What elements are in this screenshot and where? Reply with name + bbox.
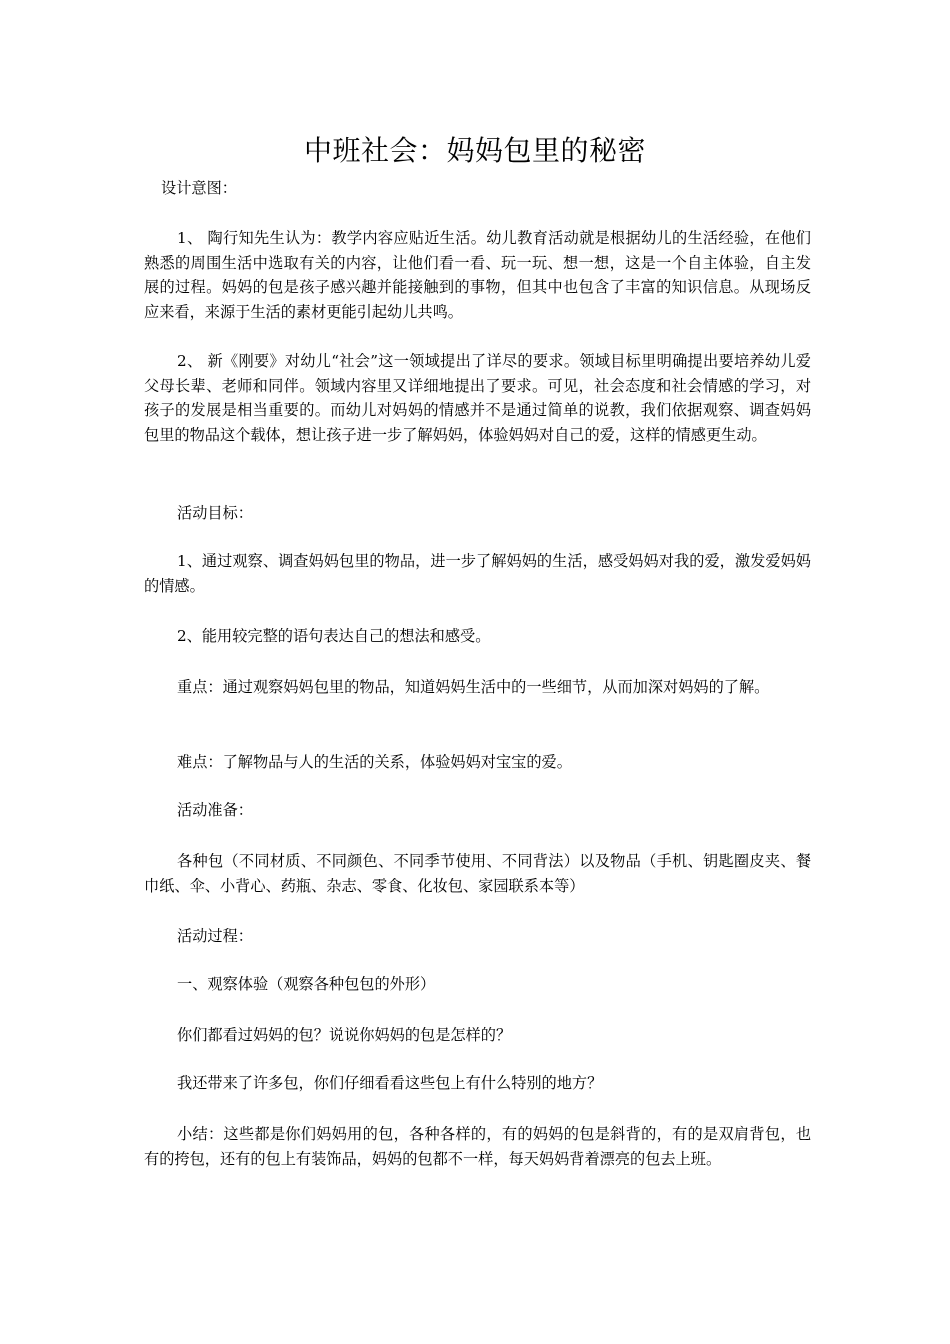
- paragraph-goal-1: 1、通过观察、调查妈妈包里的物品，进一步了解妈妈的生活，感受妈妈对我的爱，激发爱妈妈的情感。: [144, 552, 811, 595]
- section-heading-design-intent: 设计意图：: [161, 179, 237, 197]
- paragraph-difficulty: 难点：了解物品与人的生活的关系，体验妈妈对宝宝的爱。: [177, 753, 572, 771]
- paragraph-question-2: 我还带来了许多包，你们仔细看看这些包上有什么特别的地方？: [177, 1074, 603, 1092]
- paragraph-goal-2: 2、能用较完整的语句表达自己的想法和感受。: [177, 627, 491, 645]
- paragraph-question-1: 你们都看过妈妈的包？说说你妈妈的包是怎样的？: [177, 1026, 512, 1044]
- paragraph-key-point: 重点：通过观察妈妈包里的物品，知道妈妈生活中的一些细节，从而加深对妈妈的了解。: [177, 678, 770, 696]
- paragraph-summary: 小结：这些都是你们妈妈用的包，各种各样的，有的妈妈的包是斜背的，有的是双肩背包，也有的挎包，还有的包上有装饰品，妈妈的包都不一样，每天妈妈背着漂亮的包去上班。: [144, 1125, 811, 1168]
- section-heading-process: 活动过程：: [177, 927, 253, 945]
- document-title: 中班社会：妈妈包里的秘密: [303, 134, 646, 167]
- paragraph-preparation: 各种包（不同材质、不同颜色、不同季节使用、不同背法）以及物品（手机、钥匙圈皮夹、餐巾纸、伞、小背心、药瓶、杂志、零食、化妆包、家园联系本等）: [144, 852, 811, 895]
- paragraph-step-1: 一、观察体验（观察各种包包的外形）: [177, 975, 436, 993]
- paragraph-intent-2: 2、 新《刚要》对幼儿“社会”这一领域提出了详尽的要求。领域目标里明确提出要培养幼儿爱父母长辈、老师和同伴。领域内容里又详细地提出了要求。可见，社会态度和社会情感的学习，对孩子的发展是相当重要的。而幼儿对妈妈的情感并不是通过简单的说教，我们依据观察、调查妈妈包里的物品这个载体，想让孩子进一步了解妈妈，体验妈妈对自己的爱，这样的情感更生动。: [144, 352, 811, 444]
- section-heading-goals: 活动目标：: [177, 504, 253, 522]
- section-heading-preparation: 活动准备：: [177, 801, 253, 819]
- paragraph-intent-1: 1、 陶行知先生认为：教学内容应贴近生活。幼儿教育活动就是根据幼儿的生活经验，在他们熟悉的周围生活中选取有关的内容，让他们看一看、玩一玩、想一想，这是一个自主体验，自主发展的过程。妈妈的包是孩子感兴趣并能接触到的事物，但其中也包含了丰富的知识信息。从现场反应来看，来源于生活的素材更能引起幼儿共鸣。: [144, 229, 811, 321]
